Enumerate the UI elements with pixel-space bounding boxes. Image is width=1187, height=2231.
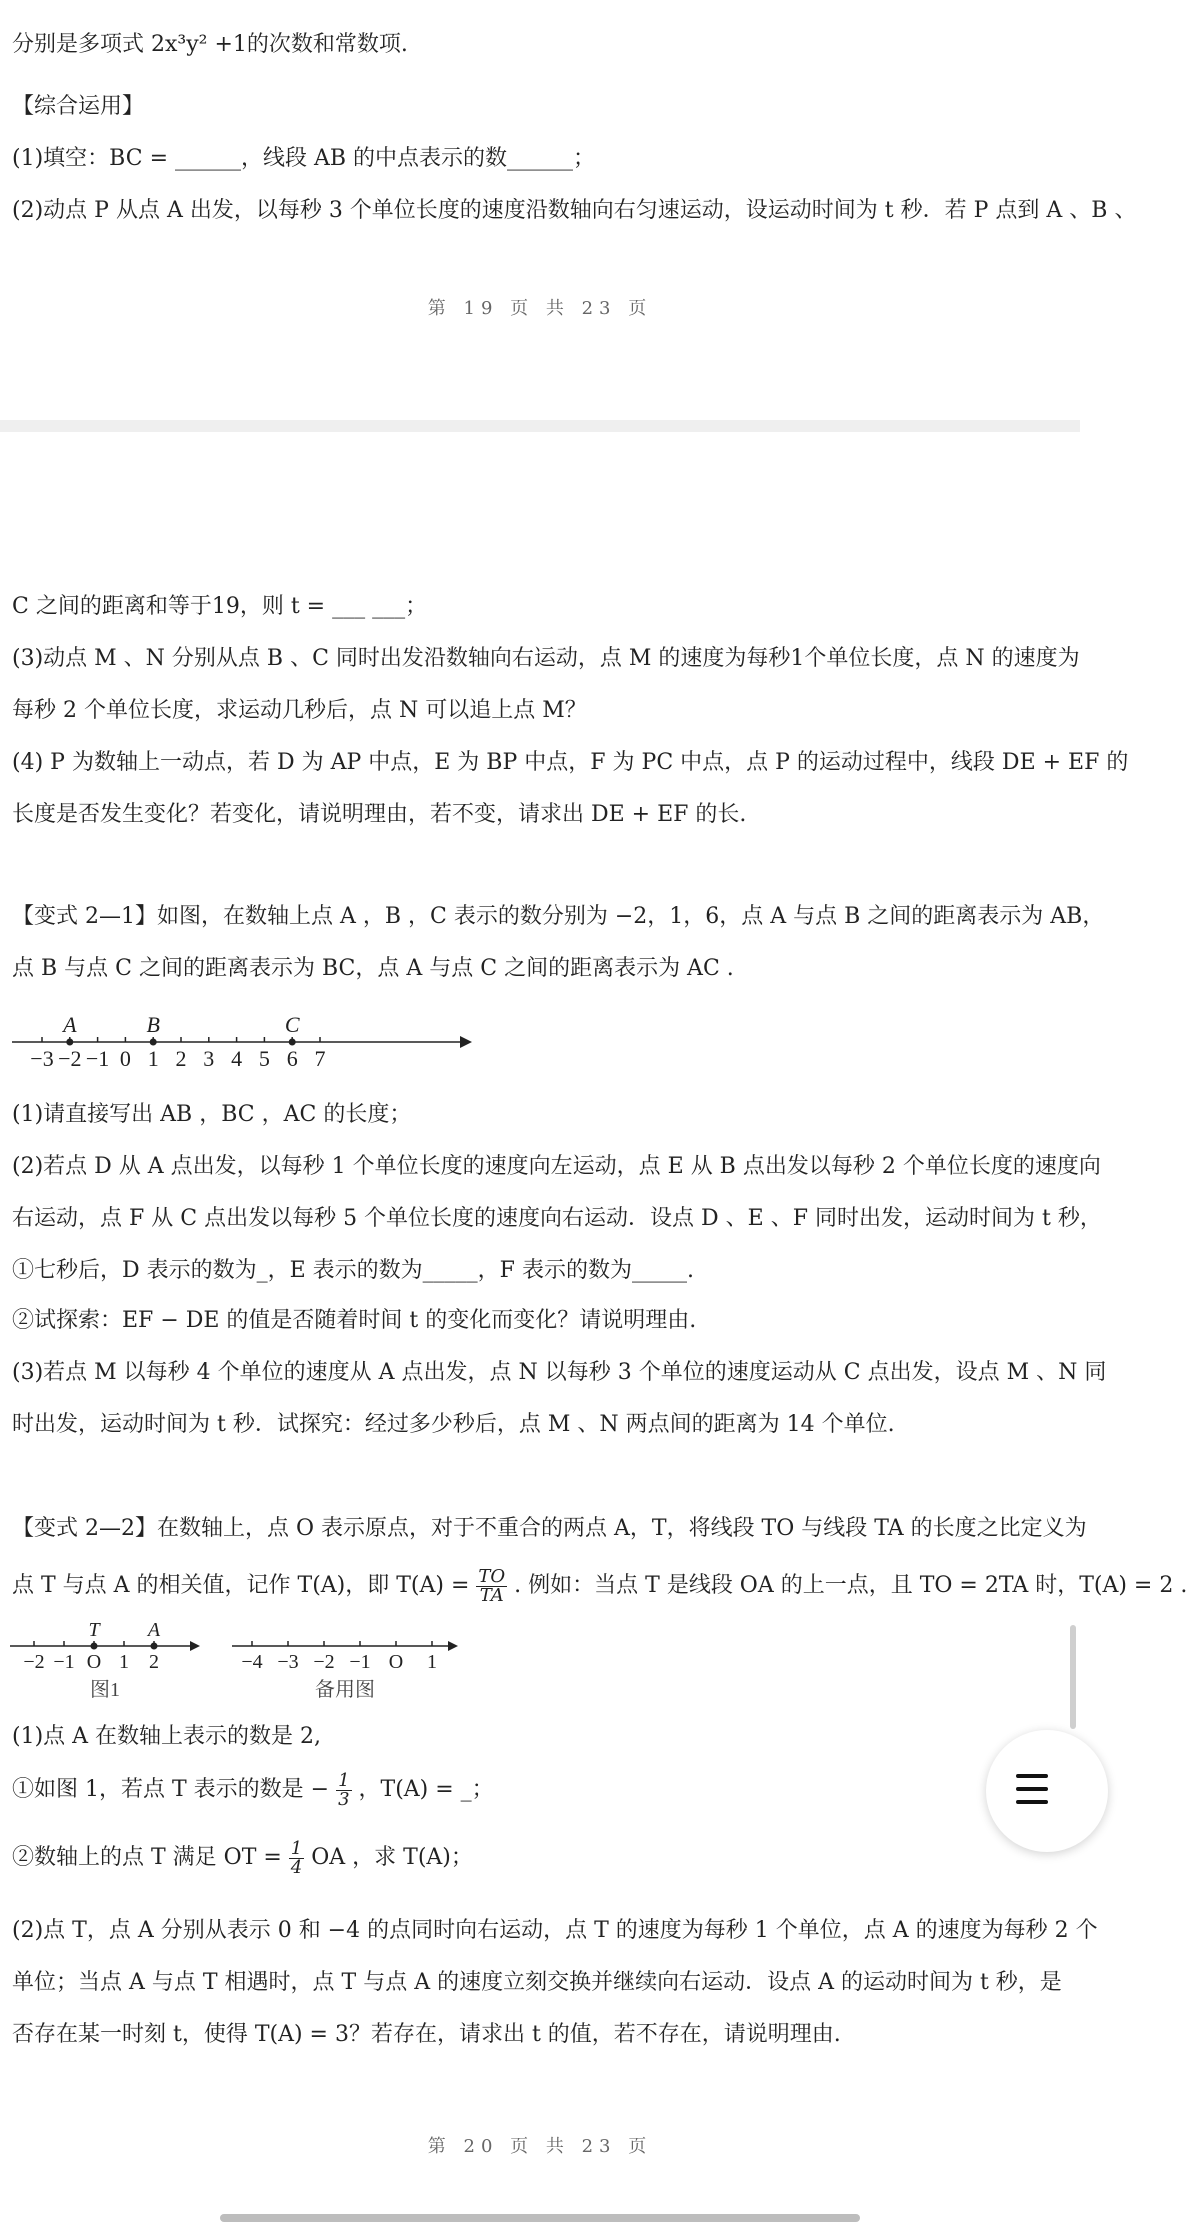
definition-example: . 例如：当点 T 是线段 OA 的上一点，且 TO = 2TA 时，T(A) = 2 .: [514, 1573, 1187, 1598]
definition-text: 点 T 与点 A 的相关值，记作 T(A)，即 T(A) =: [12, 1573, 470, 1598]
fraction-denominator: 3: [338, 1788, 350, 1810]
point-label: T: [88, 1619, 100, 1641]
scrollbar-thumb[interactable]: [1070, 1625, 1076, 1729]
tick-label: 6: [286, 1046, 298, 1071]
number-line-figure: [0, 1006, 480, 1086]
text-line: 每秒 2 个单位长度，求运动几秒后，点 N 可以追上点 M？: [12, 698, 587, 723]
text-line: 否存在某一时刻 t，使得 T(A) = 3？若存在，请求出 t 的值，若不存在，请说明理由.: [12, 2022, 841, 2047]
question-line: [12, 1762, 1068, 1818]
axis-arrow-icon: [460, 1036, 472, 1048]
fraction-denominator: TA: [479, 1584, 504, 1606]
tick-label: 4: [231, 1046, 243, 1071]
text-line: ②试探索：EF − DE 的值是否随着时间 t 的变化而变化？请说明理由.: [12, 1308, 697, 1333]
point-marker: [150, 1039, 157, 1046]
text-line: 长度是否发生变化？若变化，请说明理由，若不变，请求出 DE + EF 的长.: [12, 802, 747, 827]
tick-label: O: [388, 1651, 404, 1673]
text-line: (4) P 为数轴上一动点，若 D 为 AP 中点，E 为 BP 中点，F 为 PC 中点，点 P 的运动过程中，线段 DE + EF 的: [12, 750, 1129, 775]
number-line-figure-1: [0, 1618, 480, 1708]
menu-button[interactable]: [986, 1730, 1108, 1852]
home-indicator[interactable]: [220, 2214, 860, 2222]
tick-label: O: [86, 1651, 102, 1673]
fraction-numerator: TO: [478, 1565, 506, 1587]
point-marker: [91, 1643, 98, 1650]
text-line: (1)请直接写出 AB ，BC ，AC 的长度；: [12, 1102, 412, 1127]
question-text: ①如图 1，若点 T 表示的数是 −: [12, 1777, 330, 1802]
fraction-numerator: 1: [338, 1769, 350, 1791]
tick-label: 2: [149, 1651, 159, 1673]
tick-label: 0: [119, 1046, 131, 1071]
tick-label: −4: [241, 1651, 263, 1673]
tick-label: 1: [119, 1651, 129, 1673]
text-line: 【变式 2—2】在数轴上，点 O 表示原点，对于不重合的两点 A，T，将线段 TO 与线段 TA 的长度之比定义为: [12, 1516, 1087, 1541]
tick-label: −3: [277, 1651, 299, 1673]
tick-label: 2: [175, 1046, 187, 1071]
text-line: C 之间的距离和等于19，则 t = ___ ___；: [12, 594, 428, 619]
page-footer: 第 19 页 共 23 页: [427, 298, 653, 319]
question-text: ，T(A) = _；: [358, 1777, 494, 1802]
fraction: [476, 1565, 507, 1606]
point-label: A: [147, 1619, 161, 1641]
tick-label: 3: [203, 1046, 215, 1071]
figure-caption: 备用图: [315, 1679, 375, 1701]
document-page-19: [0, 0, 1137, 420]
page-separator: [0, 420, 1080, 432]
text-line: 分别是多项式 2x³y² +1的次数和常数项.: [12, 32, 408, 57]
point-label: C: [284, 1012, 300, 1037]
page-footer: 第 20 页 共 23 页: [427, 2136, 653, 2157]
tick-label: −2: [23, 1651, 45, 1673]
document-page-20: [0, 432, 1187, 2231]
text-line: 右运动，点 F 从 C 点出发以每秒 5 个单位长度的速度向右运动．设点 D 、E 、F 同时出发，运动时间为 t 秒，: [12, 1206, 1102, 1231]
section-heading: 【综合运用】: [12, 94, 145, 119]
point-marker: [151, 1643, 158, 1650]
tick-label: −3: [30, 1046, 54, 1071]
fraction-numerator: 1: [290, 1837, 303, 1859]
fraction: [336, 1769, 351, 1810]
definition-line: [12, 1558, 1187, 1614]
text-line: 【变式 2—1】如图，在数轴上点 A ，B ，C 表示的数分别为 −2，1，6，点 A 与点 B 之间的距离表示为 AB，: [12, 904, 1105, 929]
point-label: A: [63, 1012, 77, 1037]
axis-arrow-icon: [190, 1641, 200, 1651]
hamburger-menu-icon: [1016, 1774, 1048, 1804]
question-text: ②数轴上的点 T 满足 OT =: [12, 1845, 282, 1870]
tick-label: −2: [58, 1046, 82, 1071]
text-line: (2)若点 D 从 A 点出发，以每秒 1 个单位长度的速度向左运动，点 E 从 B 点出发以每秒 2 个单位长度的速度向: [12, 1154, 1101, 1179]
text-line: (2)点 T，点 A 分别从表示 0 和 −4 的点同时向右运动，点 T 的速度为每秒 1 个单位，点 A 的速度为每秒 2 个: [12, 1918, 1098, 1943]
axis-arrow-icon: [448, 1641, 458, 1651]
point-marker: [289, 1039, 296, 1046]
figure-caption: 图1: [90, 1679, 120, 1701]
fraction-denominator: 4: [290, 1856, 303, 1878]
text-line: (1)填空：BC = ______，线段 AB 的中点表示的数______；: [12, 146, 596, 171]
fraction: [289, 1837, 304, 1878]
tick-label: −1: [85, 1046, 110, 1071]
text-line: (3)动点 M 、N 分别从点 B 、C 同时出发沿数轴向右运动，点 M 的速度为每秒1个单位长度，点 N 的速度为: [12, 646, 1080, 671]
question-line: [12, 1830, 1068, 1886]
tick-label: −1: [349, 1651, 371, 1673]
tick-label: −1: [53, 1651, 75, 1673]
text-line: ①七秒后，D 表示的数为_，E 表示的数为_____，F 表示的数为_____.: [12, 1258, 694, 1283]
text-line: (3)若点 M 以每秒 4 个单位的速度从 A 点出发，点 N 以每秒 3 个单位的速度运动从 C 点出发，设点 M 、N 同: [12, 1360, 1107, 1385]
question-text: OA ，求 T(A)；: [311, 1845, 473, 1870]
text-line: 单位；当点 A 与点 T 相遇时，点 T 与点 A 的速度立刻交换并继续向右运动．设点 A 的运动时间为 t 秒，是: [12, 1970, 1062, 1995]
text-line: (1)点 A 在数轴上表示的数是 2,: [12, 1724, 322, 1749]
text-line: 点 B 与点 C 之间的距离表示为 BC，点 A 与点 C 之间的距离表示为 AC .: [12, 956, 734, 981]
tick-label: 1: [427, 1651, 437, 1673]
point-marker: [66, 1039, 73, 1046]
text-line: 时出发，运动时间为 t 秒．试探究：经过多少秒后，点 M 、N 两点间的距离为 14 个单位.: [12, 1412, 895, 1437]
point-label: B: [146, 1012, 160, 1037]
text-line: (2)动点 P 从点 A 出发，以每秒 3 个单位长度的速度沿数轴向右匀速运动，设运动时间为 t 秒．若 P 点到 A 、B 、: [12, 198, 1137, 223]
tick-label: 7: [314, 1046, 326, 1071]
tick-label: 1: [147, 1046, 159, 1071]
tick-label: 5: [258, 1046, 270, 1071]
tick-label: −2: [313, 1651, 335, 1673]
